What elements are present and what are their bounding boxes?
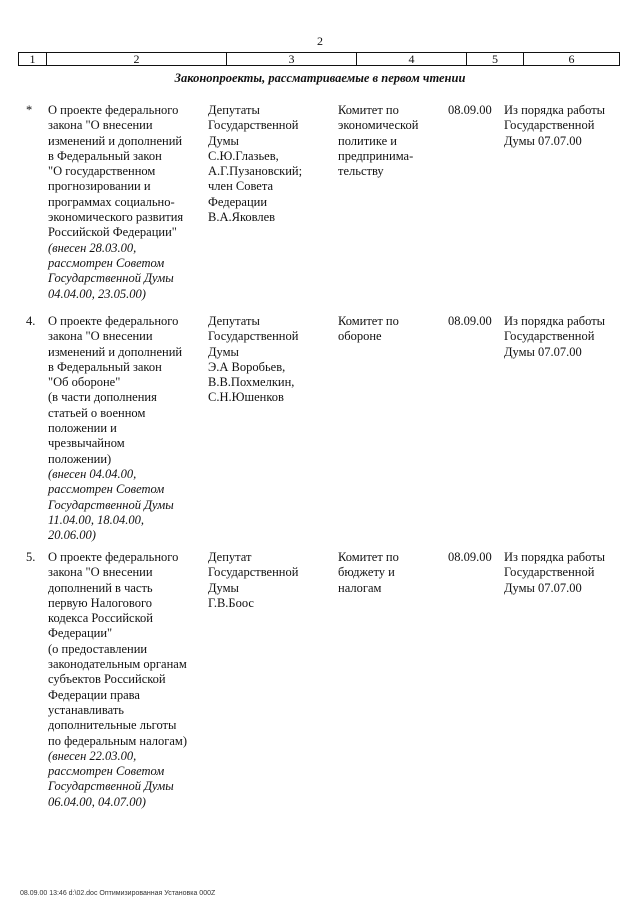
description-line: (о предоставлении (48, 641, 148, 656)
author-line: Государственной (208, 565, 299, 580)
author-line: Государственной (208, 118, 299, 133)
author-line: Государственной (208, 329, 299, 344)
basis-line: Думы 07.07.00 (504, 133, 582, 148)
description-line: закона "О внесении (48, 329, 153, 344)
basis (504, 550, 628, 596)
description-line: дополнений в часть (48, 580, 153, 595)
description-line: изменений и дополнений (48, 133, 183, 148)
submission-note-line: (внесен 22.03.00, (48, 748, 137, 763)
basis-line: Из порядка работы (504, 103, 606, 117)
consideration-date: 08.09.00 (448, 550, 492, 564)
description-line: Федерации права (48, 687, 140, 702)
submission-note-line: Государственной Думы (48, 271, 174, 286)
committee-line: политике и (338, 133, 397, 148)
description-line: по федеральным налогам) (48, 733, 188, 748)
description-line: программах социально- (48, 194, 175, 209)
committee-line: предпринима- (338, 148, 414, 163)
basis-line: Из порядка работы (504, 314, 606, 328)
description-line: в Федеральный закон (48, 359, 162, 374)
description-line: изменений и дополнений (48, 344, 183, 359)
bill-authors (208, 314, 334, 406)
responsible-committee (338, 314, 442, 345)
committee-line: Комитет по (338, 103, 399, 117)
page-number: 2 (317, 34, 323, 48)
description-line: положении и (48, 421, 117, 436)
basis (504, 314, 628, 360)
author-line: Э.А Воробьев, (208, 359, 286, 374)
description-line: (в части дополнения (48, 390, 157, 405)
committee-line: Комитет по (338, 314, 399, 328)
author-line: Думы (208, 133, 239, 148)
basis-line: Государственной (504, 118, 595, 133)
column-header-6: 6 (524, 53, 620, 66)
author-line: Депутаты (208, 103, 260, 117)
submission-note-line: (внесен 04.04.00, (48, 466, 137, 481)
submission-note-line: Государственной Думы (48, 779, 174, 794)
bill-description (48, 314, 204, 543)
description-line: законодательным органам (48, 657, 187, 672)
description-line: положении) (48, 451, 112, 466)
row-number: 4. (26, 314, 36, 328)
submission-note-line: рассмотрен Советом (48, 764, 165, 779)
author-line: Депутаты (208, 314, 260, 328)
print-footer: 08.09.00 13:46 d:\02.doc Оптимизированная Установка 000Z (20, 890, 216, 897)
author-line: В.А.Яковлев (208, 210, 276, 225)
submission-note-line: Государственной Думы (48, 497, 174, 512)
committee-line: налогам (338, 580, 382, 595)
description-line: прогнозировании и (48, 179, 151, 194)
description-line: устанавливать (48, 702, 124, 717)
author-line: Думы (208, 580, 239, 595)
description-line: кодекса Российской (48, 611, 153, 626)
basis-line: Государственной (504, 565, 595, 580)
consideration-date: 08.09.00 (448, 103, 492, 117)
description-line: чрезвычайном (48, 436, 125, 451)
author-line: Депутат (208, 550, 252, 564)
basis (504, 103, 628, 149)
column-header-1: 1 (19, 53, 47, 66)
column-header-5: 5 (467, 53, 524, 66)
column-header-row (19, 53, 620, 66)
description-line: О проекте федерального (48, 103, 179, 117)
author-line: член Совета (208, 179, 274, 194)
description-line: О проекте федерального (48, 550, 179, 564)
description-line: Федерации" (48, 626, 113, 641)
bill-description (48, 103, 204, 302)
description-line: статьей о военном (48, 405, 146, 420)
column-header-4: 4 (357, 53, 467, 66)
basis-line: Думы 07.07.00 (504, 580, 582, 595)
submission-note-line: 11.04.00, 18.04.00, (48, 512, 144, 527)
description-line: "Об обороне" (48, 375, 121, 390)
committee-line: Комитет по (338, 550, 399, 564)
committee-line: бюджету и (338, 565, 395, 580)
description-line: закона "О внесении (48, 118, 153, 133)
description-line: дополнительные льготы (48, 718, 177, 733)
author-line: Федерации (208, 194, 268, 209)
bill-authors (208, 103, 334, 225)
description-line: закона "О внесении (48, 565, 153, 580)
column-header-table (18, 52, 620, 66)
submission-note-line: рассмотрен Советом (48, 482, 165, 497)
column-header-3: 3 (227, 53, 357, 66)
description-line: субъектов Российской (48, 672, 166, 687)
description-line: первую Налогового (48, 595, 153, 610)
basis-line: Думы 07.07.00 (504, 344, 582, 359)
bill-authors (208, 550, 334, 611)
committee-line: экономической (338, 118, 419, 133)
responsible-committee (338, 103, 442, 179)
description-line: О проекте федерального (48, 314, 179, 328)
submission-note-line: рассмотрен Советом (48, 255, 165, 270)
submission-note-line: 04.04.00, 23.05.00) (48, 286, 146, 301)
author-line: В.В.Похмелкин, (208, 375, 295, 390)
column-header-2: 2 (47, 53, 227, 66)
submission-note-line: 20.06.00) (48, 528, 96, 543)
committee-line: тельству (338, 164, 384, 179)
basis-line: Государственной (504, 329, 595, 344)
description-line: Российской Федерации" (48, 225, 177, 240)
committee-line: обороне (338, 329, 382, 344)
author-line: Думы (208, 344, 239, 359)
submission-note-line: (внесен 28.03.00, (48, 240, 137, 255)
responsible-committee (338, 550, 442, 596)
description-line: экономического развития (48, 210, 184, 225)
description-line: в Федеральный закон (48, 148, 162, 163)
bill-description (48, 550, 204, 810)
section-title: Законопроекты, рассматриваемые в первом чтении (174, 71, 466, 85)
row-number: 5. (26, 550, 36, 564)
author-line: С.Н.Юшенков (208, 390, 284, 405)
author-line: С.Ю.Глазьев, (208, 148, 279, 163)
author-line: Г.В.Боос (208, 595, 254, 610)
row-number: * (26, 103, 33, 117)
submission-note-line: 06.04.00, 04.07.00) (48, 794, 146, 809)
basis-line: Из порядка работы (504, 550, 606, 564)
consideration-date: 08.09.00 (448, 314, 492, 328)
description-line: "О государственном (48, 164, 156, 179)
author-line: А.Г.Пузановский; (208, 164, 303, 179)
